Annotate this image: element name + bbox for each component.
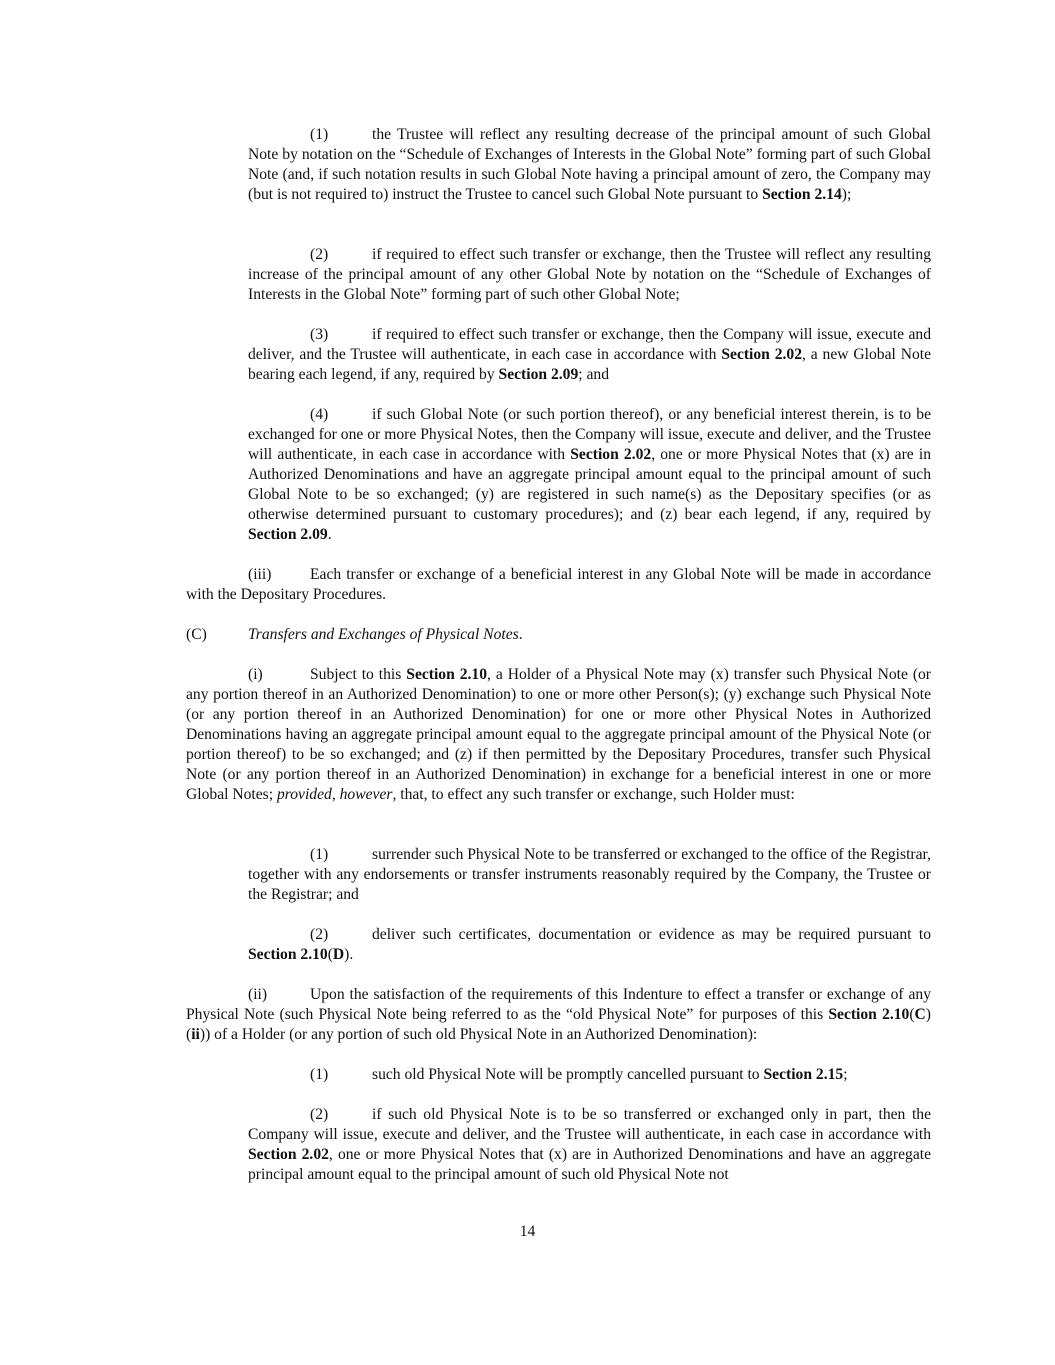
- section-reference: Section 2.10: [406, 666, 488, 683]
- item-number: (2): [310, 246, 329, 263]
- section-reference: Section 2.15: [763, 1066, 844, 1083]
- paragraph-text: surrender such Physical Note to be transferred or exchanged to the office of the Registrar, together with any endorsements or transfer instruments reasonably required by the Company, the Trustee or the Registrar; and: [248, 846, 931, 903]
- section-reference: C: [914, 1006, 926, 1023]
- section-reference: Section 2.10: [248, 946, 328, 963]
- section-heading-physical-notes: [186, 625, 931, 645]
- section-reference: Section 2.02: [570, 446, 652, 463]
- item-number: (1): [310, 846, 329, 863]
- paragraph-partial-transfer: [248, 1105, 931, 1185]
- italic-term: provided: [276, 786, 332, 803]
- section-reference: Section 2.02: [248, 1146, 329, 1163]
- paragraph-deliver-certificates: [248, 925, 931, 965]
- paragraph-text: , one or more Physical Notes that (x) are in Authorized Denominations and have an aggregate principal amount equal to the principal amount of such old Physical Note not: [248, 1146, 931, 1183]
- paragraph-text: ;: [843, 1066, 848, 1083]
- paragraph-text: the Trustee will reflect any resulting decrease of the principal amount of such Global Note by notation on the “Schedule of Exchanges of Interests in the Global Note” forming part of such Global Note (and, if such notation results in such Global Note having a principal amount of zero, the Company may (but is not required to) instruct the Trustee to cancel such Global Note pursuant to: [248, 126, 931, 203]
- paragraph-text: ,: [331, 786, 340, 803]
- paragraph-surrender-note: [248, 845, 931, 905]
- paragraph-text: , that, to effect any such transfer or exchange, such Holder must:: [392, 786, 795, 803]
- paragraph-text: ; and: [578, 366, 609, 383]
- section-reference: Section 2.14: [762, 186, 842, 203]
- page-number: 14: [519, 1223, 536, 1240]
- paragraph-text: such old Physical Note will be promptly cancelled pursuant to: [372, 1066, 764, 1083]
- italic-term: however: [339, 786, 393, 803]
- paragraph-holder-transfer: [186, 665, 931, 805]
- paragraph-text: .: [518, 626, 523, 643]
- paragraph-text: if required to effect such transfer or exchange, then the Trustee will reflect any resulting increase of the principal amount of any other Global Note by notation on the “Schedule of Exchanges of Interests in the Global Note” forming part of such other Global Note;: [248, 246, 931, 303]
- paragraph-global-note-decrease: [248, 125, 931, 205]
- item-number: (2): [310, 926, 329, 943]
- section-reference: Section 2.02: [721, 346, 803, 363]
- paragraph-text: if such Global Note (or such portion thereof), or any beneficial interest therein, is to be exchanged for one or more Physical Notes, then the Company will issue, execute and deliver, and the Trustee will authenticate, in each case in accordance with: [248, 406, 931, 463]
- paragraph-text: if required to effect such transfer or exchange, then the Company will issue, execute and deliver, and the Trustee will authenticate, in each case in accordance with: [248, 326, 931, 363]
- paragraph-text: (: [909, 1006, 915, 1023]
- item-number: (ii): [248, 986, 268, 1003]
- section-label: (C): [186, 626, 207, 643]
- item-number: (4): [310, 406, 329, 423]
- paragraph-text: Each transfer or exchange of a beneficial interest in any Global Note will be made in accordance with the Depositary Procedures.: [186, 566, 931, 603]
- item-number: (1): [310, 1066, 329, 1083]
- paragraph-exchange-for-physical: [248, 405, 931, 545]
- paragraph-text: if such old Physical Note is to be so transferred or exchanged only in part, then the Company will issue, execute and deliver, and the Trustee will authenticate, in each case in accordance with: [248, 1106, 931, 1143]
- paragraph-text: );: [841, 186, 852, 203]
- paragraph-text: .: [327, 526, 332, 543]
- paragraph-old-physical-note: [186, 985, 931, 1045]
- section-title: Transfers and Exchanges of Physical Notes: [248, 626, 519, 643]
- paragraph-text: , one or more Physical Notes that (x) are in Authorized Denominations and have an aggregate principal amount equal to the principal amount of such Global Note to be so exchanged; (y) are registered in such name(s) as the Depositary specifies (or as otherwise determined pursuant to customary procedures); and (z) bear each legend, if any, required by: [248, 446, 932, 523]
- section-reference: D: [332, 946, 345, 963]
- item-number: (3): [310, 326, 329, 343]
- paragraph-text: Subject to this: [310, 666, 407, 683]
- paragraph-new-global-note: [248, 325, 931, 385]
- paragraph-text: deliver such certificates, documentation or evidence as may be required pursuant to: [372, 926, 931, 943]
- item-number: (1): [310, 126, 329, 143]
- item-number: (2): [310, 1106, 329, 1123]
- paragraph-global-note-increase: [248, 245, 931, 305]
- paragraph-depositary-procedures: [186, 565, 931, 605]
- section-reference: Section 2.09: [248, 526, 328, 543]
- section-reference: Section 2.10: [828, 1006, 910, 1023]
- paragraph-cancel-old-note: [248, 1065, 931, 1085]
- paragraph-text: , a Holder of a Physical Note may (x) transfer such Physical Note (or any portion thereof in an Authorized Denomination) to one or more other Person(s); (y) exchange such Physical Note (or any portion thereof in an Authorized Denomination) for one or more other Physical Notes in Authorized Denominations having an aggregate principal amount equal to the aggregate principal amount of the Physical Note (or portion thereof) to be so exchanged; and (z) if then permitted by the Depositary Procedures, transfer such Physical Note (or any portion thereof in an Authorized Denomination) in exchange for a beneficial interest in one or more Global Notes;: [186, 666, 931, 803]
- section-reference: Section 2.09: [498, 366, 579, 383]
- paragraph-text: (: [327, 946, 333, 963]
- paragraph-text: , a new Global Note bearing each legend, if any, required by: [248, 346, 932, 383]
- item-number: (i): [248, 666, 263, 683]
- section-reference: ii: [191, 1026, 200, 1043]
- paragraph-text: )) of a Holder (or any portion of such old Physical Note in an Authorized Denomination):: [199, 1026, 758, 1043]
- paragraph-text: Upon the satisfaction of the requirements of this Indenture to effect a transfer or exchange of any Physical Note (such Physical Note being referred to as the “old Physical Note” for purposes of this: [186, 986, 931, 1023]
- paragraph-text: ).: [344, 946, 354, 963]
- item-number: (iii): [248, 566, 272, 583]
- paragraph-text: )(: [186, 1006, 931, 1043]
